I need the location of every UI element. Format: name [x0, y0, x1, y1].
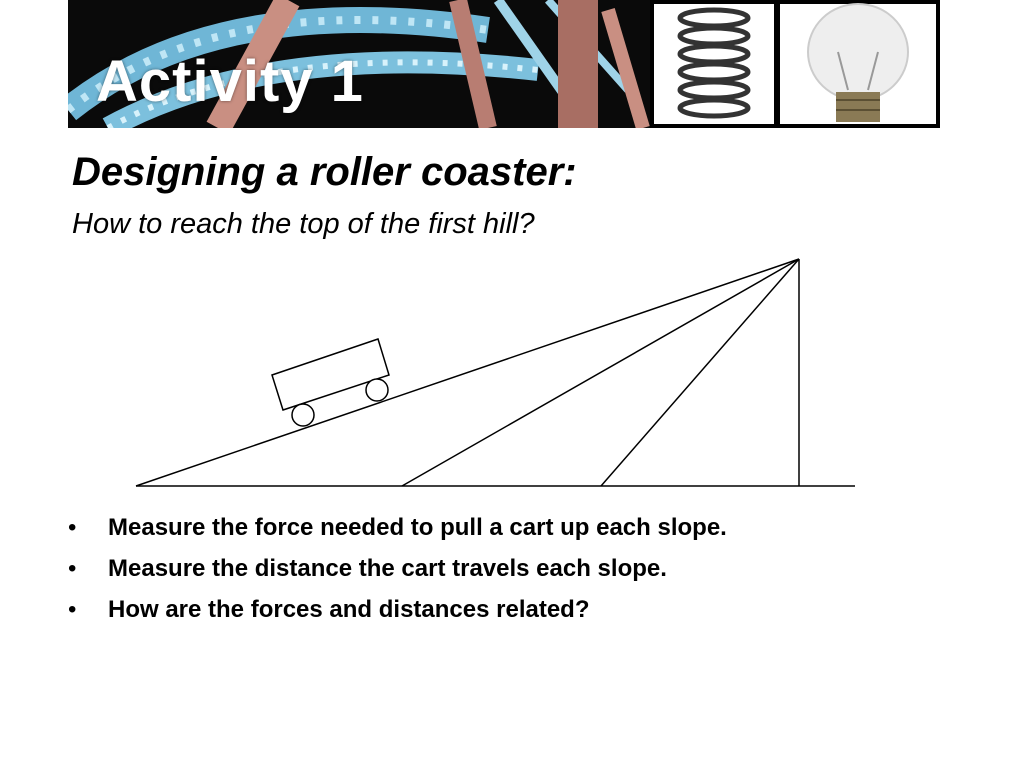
- bullet-text: Measure the force needed to pull a cart up each slope.: [108, 514, 727, 541]
- bullet-text: How are the forces and distances related?: [108, 596, 590, 623]
- page-heading: Designing a roller coaster:: [72, 150, 577, 194]
- bullet-item: [68, 551, 727, 592]
- bullet-item: [68, 592, 727, 633]
- bullet-text: Measure the distance the cart travels each slope.: [108, 555, 667, 582]
- spring-photo: [654, 4, 774, 124]
- bullet-list: [68, 510, 727, 633]
- slope-medium: [402, 259, 799, 486]
- bullet-dot: •: [68, 514, 77, 541]
- slopes-diagram: [0, 250, 1024, 500]
- bullet-item: [68, 510, 727, 551]
- bullet-dot: •: [68, 555, 77, 582]
- light-bulb-photo: [780, 4, 936, 124]
- bullet-dot: •: [68, 596, 77, 623]
- page-subheading: How to reach the top of the first hill?: [72, 208, 535, 240]
- title-banner: [68, 0, 940, 128]
- banner-title: Activity 1: [96, 49, 364, 114]
- cart: [272, 339, 389, 426]
